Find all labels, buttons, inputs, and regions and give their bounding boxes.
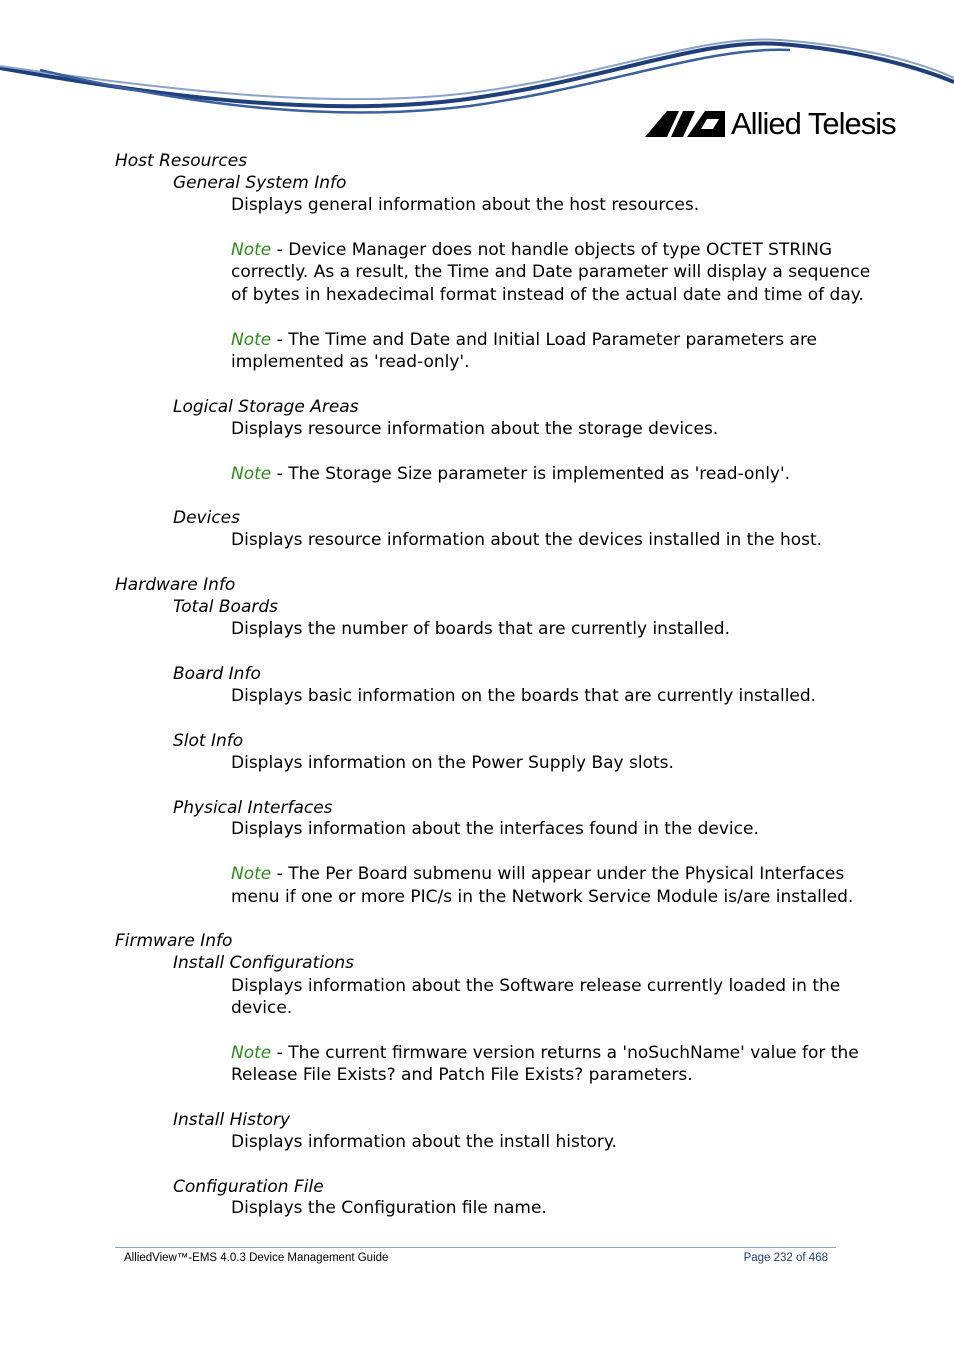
- subheading-physical-interfaces: Physical Interfaces: [173, 798, 333, 818]
- note-line: correctly. As a result, the Time and Date parameter will display a sequence: [231, 262, 871, 282]
- note: Note - Device Manager does not handle objects of type OCTET STRING: [231, 240, 833, 260]
- description: Displays the number of boards that are currently installed.: [231, 619, 730, 639]
- heading-hardware-info: Hardware Info: [115, 575, 236, 595]
- allied-telesis-logo: [645, 108, 896, 139]
- note: Note - The Storage Size parameter is implemented as 'read-only'.: [231, 464, 791, 484]
- subheading-devices: Devices: [173, 508, 240, 528]
- subheading-configuration-file: Configuration File: [173, 1177, 324, 1197]
- description: Displays information about the interfaces found in the device.: [231, 819, 759, 839]
- note-label: Note: [231, 864, 272, 884]
- note: Note - The Per Board submenu will appear under the Physical Interfaces: [231, 864, 845, 884]
- subheading-total-boards: Total Boards: [173, 597, 279, 617]
- description: Displays general information about the host resources.: [231, 195, 700, 215]
- footer-page-number: Page 232 of 468: [743, 1252, 828, 1264]
- description: Displays information about the install history.: [231, 1132, 617, 1152]
- note-line: of bytes in hexadecimal format instead of the actual date and time of day.: [231, 285, 864, 305]
- description: Displays the Configuration file name.: [231, 1198, 547, 1218]
- logo-wordmark: Allied Telesis: [731, 106, 896, 141]
- note: Note - The Time and Date and Initial Load Parameter parameters are: [231, 330, 818, 350]
- subheading-general-system-info: General System Info: [173, 173, 347, 193]
- subheading-logical-storage-areas: Logical Storage Areas: [173, 397, 359, 417]
- subheading-install-configurations: Install Configurations: [173, 953, 354, 973]
- description: Displays resource information about the devices installed in the host.: [231, 530, 823, 550]
- footer-document-title: AlliedView™-EMS 4.0.3 Device Management Guide: [124, 1252, 389, 1264]
- note-line: Release File Exists? and Patch File Exists? parameters.: [231, 1065, 693, 1085]
- subheading-slot-info: Slot Info: [173, 731, 244, 751]
- description: Displays information on the Power Supply Bay slots.: [231, 753, 674, 773]
- description: Displays information about the Software release currently loaded in the: [231, 976, 841, 996]
- subheading-install-history: Install History: [173, 1110, 291, 1130]
- description-line: device.: [231, 998, 293, 1018]
- note-label: Note: [231, 330, 272, 350]
- footer-divider: [115, 1247, 836, 1248]
- heading-firmware-info: Firmware Info: [115, 931, 233, 951]
- subheading-board-info: Board Info: [173, 664, 261, 684]
- note-label: Note: [231, 464, 272, 484]
- logo-mark-icon: [645, 111, 725, 137]
- note: Note - The current firmware version returns a 'noSuchName' value for the: [231, 1043, 859, 1063]
- note-line: menu if one or more PIC/s in the Network Service Module is/are installed.: [231, 887, 854, 907]
- description: Displays resource information about the storage devices.: [231, 419, 719, 439]
- note-label: Note: [231, 240, 272, 260]
- note-line: implemented as 'read-only'.: [231, 352, 470, 372]
- note-label: Note: [231, 1043, 272, 1063]
- heading-host-resources: Host Resources: [115, 151, 248, 171]
- description: Displays basic information on the boards that are currently installed.: [231, 686, 817, 706]
